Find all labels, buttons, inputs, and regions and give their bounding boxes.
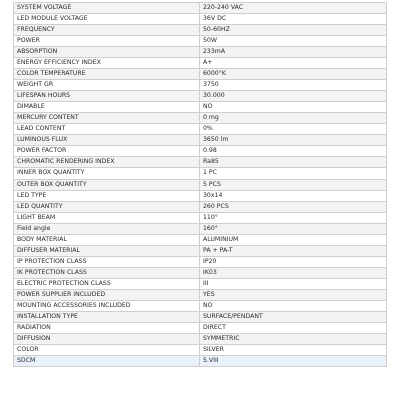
table-row	[14, 311, 387, 322]
spec-value: NO	[200, 300, 387, 311]
spec-value: IK03	[200, 267, 387, 278]
spec-value: 1 PC	[200, 168, 387, 179]
table-row	[14, 102, 387, 113]
spec-value: SILVER	[200, 344, 387, 355]
table-row	[14, 267, 387, 278]
spec-label: SDCM	[14, 356, 200, 367]
table-row	[14, 234, 387, 245]
spec-value: 5 PCS	[200, 179, 387, 190]
spec-value: 30x14	[200, 190, 387, 201]
table-row	[14, 300, 387, 311]
spec-label: DIFFUSION	[14, 333, 200, 344]
table-row	[14, 135, 387, 146]
spec-label: IK PROTECTION CLASS	[14, 267, 200, 278]
spec-label: INSTALLATION TYPE	[14, 311, 200, 322]
spec-value: 0%	[200, 124, 387, 135]
table-row	[14, 289, 387, 300]
table-row	[14, 3, 387, 14]
table-row	[14, 245, 387, 256]
table-row	[14, 91, 387, 102]
spec-value: 3750	[200, 80, 387, 91]
spec-label: LUMINOUS FLUX	[14, 135, 200, 146]
spec-label: FREQUENCY	[14, 25, 200, 36]
table-row	[14, 14, 387, 25]
spec-value: IP20	[200, 256, 387, 267]
spec-value: 36V DC	[200, 14, 387, 25]
spec-label: WEIGHT GR	[14, 80, 200, 91]
spec-value: 5.VIII	[200, 356, 387, 367]
spec-value: 260 PCS	[200, 201, 387, 212]
table-row	[14, 157, 387, 168]
spec-label: SYSTEM VOLTAGE	[14, 3, 200, 14]
spec-value: 50W	[200, 36, 387, 47]
spec-value: SYMMETRIC	[200, 333, 387, 344]
spec-value: Ra85	[200, 157, 387, 168]
spec-value: 50-60HZ	[200, 25, 387, 36]
spec-label: POWER SUPPLIER INCLUDED	[14, 289, 200, 300]
spec-value: 0.98	[200, 146, 387, 157]
table-row	[14, 25, 387, 36]
spec-value: ALUMINIUM	[200, 234, 387, 245]
table-row	[14, 322, 387, 333]
table-row	[14, 278, 387, 289]
table-row	[14, 58, 387, 69]
spec-value: 0 mg	[200, 113, 387, 124]
spec-label: RADIATION	[14, 322, 200, 333]
spec-label: DIMABLE	[14, 102, 200, 113]
table-row	[14, 333, 387, 344]
spec-value: A+	[200, 58, 387, 69]
spec-label: DIFFUSER MATERIAL	[14, 245, 200, 256]
table-row	[14, 179, 387, 190]
spec-label: BODY MATERIAL	[14, 234, 200, 245]
spec-label: ENERGY EFFICIENCY INDEX	[14, 58, 200, 69]
spec-label: Field angle	[14, 223, 200, 234]
table-row	[14, 36, 387, 47]
spec-label: INNER BOX QUANTITY	[14, 168, 200, 179]
spec-label: ABSORPTION	[14, 47, 200, 58]
spec-label: LIGHT BEAM	[14, 212, 200, 223]
spec-value: 30.000	[200, 91, 387, 102]
spec-value: 233mA	[200, 47, 387, 58]
spec-label: POWER	[14, 36, 200, 47]
spec-label: ELECTRIC PROTECTION CLASS	[14, 278, 200, 289]
table-row	[14, 223, 387, 234]
table-row	[14, 47, 387, 58]
spec-value: 110°	[200, 212, 387, 223]
spec-label: OUTER BOX QUANTITY	[14, 179, 200, 190]
table-row	[14, 113, 387, 124]
table-row	[14, 201, 387, 212]
spec-value: 220-240 VAC	[200, 3, 387, 14]
table-row	[14, 212, 387, 223]
spec-label: LED MODULE VOLTAGE	[14, 14, 200, 25]
spec-value: YES	[200, 289, 387, 300]
table-row	[14, 256, 387, 267]
spec-label: COLOR TEMPERATURE	[14, 69, 200, 80]
spec-value: 3650 lm	[200, 135, 387, 146]
spec-label: LED TYPE	[14, 190, 200, 201]
table-row	[14, 80, 387, 91]
spec-label: LED QUANTITY	[14, 201, 200, 212]
spec-label: LEAD CONTENT	[14, 124, 200, 135]
spec-value: 6000°K	[200, 69, 387, 80]
spec-table	[13, 2, 387, 367]
spec-label: LIFESPAN HOURS	[14, 91, 200, 102]
table-row	[14, 344, 387, 355]
spec-label: COLOR	[14, 344, 200, 355]
spec-label: MERCURY CONTENT	[14, 113, 200, 124]
spec-value: 160°	[200, 223, 387, 234]
spec-label: IP PROTECTION CLASS	[14, 256, 200, 267]
spec-value: DIRECT	[200, 322, 387, 333]
spec-label: POWER FACTOR	[14, 146, 200, 157]
spec-value: III	[200, 278, 387, 289]
spec-label: CHROMATIC RENDERING INDEX	[14, 157, 200, 168]
table-row	[14, 168, 387, 179]
spec-value: NO	[200, 102, 387, 113]
table-row	[14, 190, 387, 201]
table-row	[14, 124, 387, 135]
spec-value: PA + PA-T	[200, 245, 387, 256]
table-row	[14, 69, 387, 80]
spec-value: SURFACE/PENDANT	[200, 311, 387, 322]
table-row	[14, 356, 387, 367]
spec-label: MOUNTING ACCESSORIES INCLUDED	[14, 300, 200, 311]
table-row	[14, 146, 387, 157]
